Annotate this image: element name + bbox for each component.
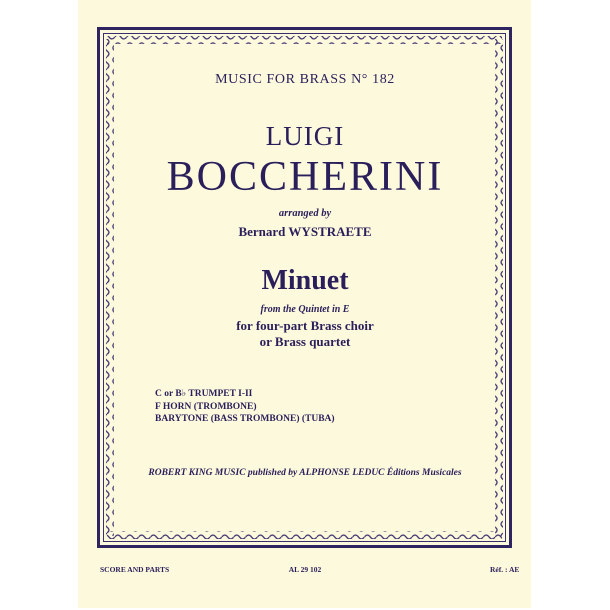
- arranged-by-label: arranged by: [278, 208, 332, 219]
- composer-first-name: LUIGI: [265, 121, 345, 151]
- work-source: from the Quintet in E: [260, 304, 350, 315]
- instrument-item: C or B♭ TRUMPET I-II: [155, 389, 253, 399]
- instrument-item: BARYTONE (BASS TROMBONE) (TUBA): [155, 414, 335, 424]
- footer-edition-type: SCORE AND PARTS: [100, 565, 170, 574]
- instrument-list: [155, 388, 335, 426]
- publisher-line: ROBERT KING MUSIC published by ALPHONSE LEDUC Éditions Musicales: [148, 468, 462, 478]
- arranger-name: Bernard WYSTRAETE: [238, 224, 372, 239]
- composer-last-name: BOCCHERINI: [166, 154, 444, 200]
- scoring-line-1: for four-part Brass choir: [236, 318, 374, 333]
- footer-catalog-number: AL 29 102: [288, 565, 322, 574]
- instrument-item: F HORN (TROMBONE): [155, 401, 257, 412]
- scoring-line-2: or Brass quartet: [259, 334, 351, 349]
- footer-reference: Réf. : AE: [490, 565, 520, 574]
- series-title: MUSIC FOR BRASS N° 182: [215, 72, 395, 87]
- work-title: Minuet: [261, 265, 349, 296]
